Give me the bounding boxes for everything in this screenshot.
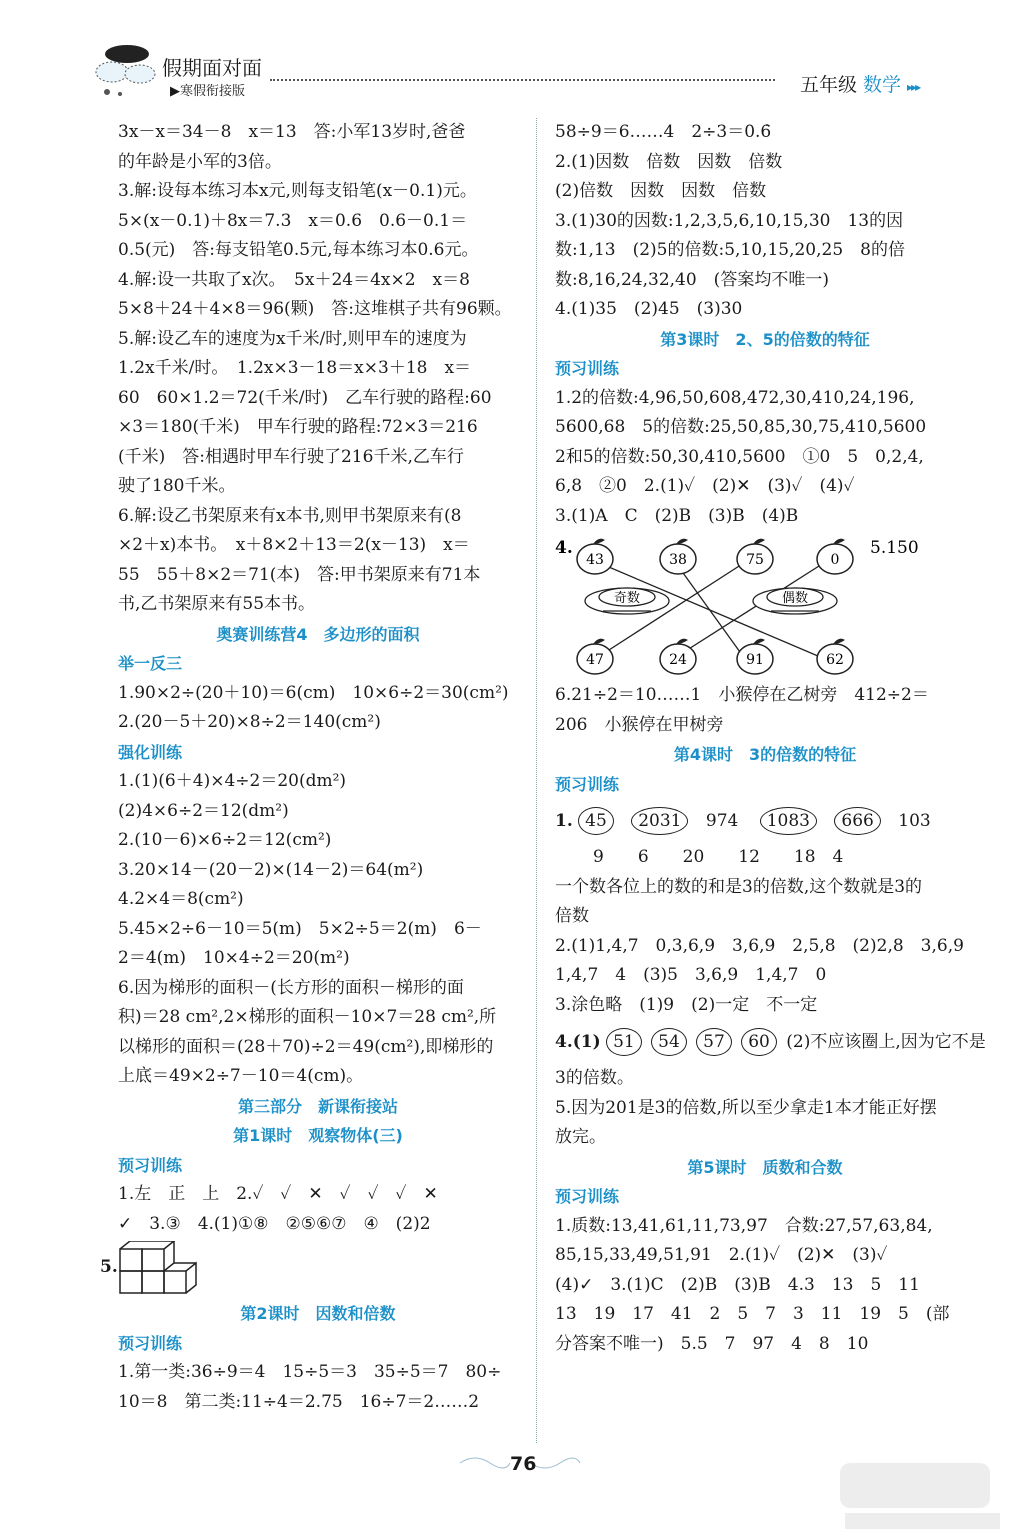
grade-label: 五年级 [800,74,858,96]
q4-label: 4. [555,538,573,558]
text-line: 一个数各位上的数的和是3的倍数,这个数就是3的 [555,876,923,897]
apple-bottom-0 [577,639,613,674]
text-line: 倍数 [555,906,589,926]
text-line: 1.第一类:36÷9＝4 15÷5＝3 35÷5＝7 80÷ [118,1362,502,1382]
text-line: 的年龄是小军的3倍。 [118,151,282,172]
circled-number: 666 [834,807,880,835]
text-line: 2和5的倍数:50,30,410,5600 ①0 5 0,2,4, [555,446,924,467]
text-line: 2.(1)因数 倍数 因数 倍数 [555,151,783,172]
circled-number: 60 [741,1028,777,1056]
section-title: 第1课时 观察物体(三) [233,1126,403,1145]
text-line: (4)✓ 3.(1)C (2)B (3)B 4.3 13 5 11 [555,1274,920,1295]
apple-number: 0 [830,552,840,568]
text-line: 3的倍数。 [555,1068,634,1088]
subsection-title: 强化训练 [118,742,183,762]
q1-label: 1. [555,811,573,831]
text-line: 数:1,13 (2)5的倍数:5,10,15,20,25 8的倍 [555,240,905,260]
text-line: 上底＝49×2÷7－10＝4(cm)。 [118,1066,364,1086]
apple-number: 47 [586,652,604,668]
apple-number: 62 [826,652,844,668]
apple-number: 43 [586,552,604,568]
header-divider [270,79,775,81]
text-line: 3.解:设每本练习本x元,则每支铅笔(x－0.1)元。 [118,181,477,201]
right-column [555,118,986,1359]
text-line: 2＝4(m) 10×4÷2＝20(m²) [118,948,350,968]
circled-number: 1083 [760,807,817,835]
circled-number: 54 [651,1028,687,1056]
text-line: 2.(10－6)×6÷2＝12(cm²) [118,830,332,850]
text-line: 6.21÷2＝10……1 小猴停在乙树旁 412÷2＝ [555,685,929,705]
apple-bottom-3 [817,639,853,674]
plain-number: 974 [705,811,739,831]
text-line: 3.涂色略 (1)9 (2)一定 不一定 [555,994,818,1015]
subsection-title: 预习训练 [118,1155,183,1175]
text-line: 4.解:设一共取了x次。 5x＋24＝4x×2 x＝8 [118,269,470,290]
section-title: 奥赛训练营4 多边形的面积 [216,624,420,644]
text-line: 1.左 正 上 2.✓ ✓ ✕ ✓ ✓ ✓ ✕ [118,1184,438,1204]
text-line: 13 19 17 41 2 5 7 3 11 19 5 (部 [555,1304,950,1324]
text-line: 1.质数:13,41,61,11,73,97 合数:27,57,63,84, [555,1215,933,1236]
text-line: 1.2的倍数:4,96,50,608,472,30,410,24,196, [555,387,915,408]
text-line: 3.(1)A C (2)B (3)B (4)B [555,505,799,526]
arrows-icon: ▸▸▸ [907,80,920,94]
watermark-logo-icon [835,1458,1005,1533]
text-line: (2)倍数 因数 因数 倍数 [555,181,767,201]
text-line: 3.20×14－(20－2)×(14－2)＝64(m²) [118,859,424,880]
text-line: 5.因为201是3的倍数,所以至少拿走1本才能正好摆 [555,1097,937,1118]
text-line: 9 6 20 12 18 4 [593,847,844,867]
text-line: 10＝8 第二类:11÷4＝2.75 16÷7＝2……2 [118,1391,480,1412]
text-line: 分答案不唯一) 5.5 7 97 4 8 10 [555,1333,869,1354]
page-number: 76 [510,1453,537,1475]
page-header [0,0,1015,110]
plain-number: 103 [898,811,931,831]
text-line: (2)4×6÷2＝12(dm²) [118,800,289,821]
text-line: 4.2×4＝8(cm²) [118,889,244,909]
text-line: 5600,68 5的倍数:25,50,85,30,75,410,5600 [555,417,927,437]
apple-sorting-figure [555,531,975,681]
circled-number: 45 [578,807,614,835]
text-line: 206 小猴停在甲树旁 [555,714,724,735]
cubes-icon [118,1241,198,1297]
text-line: 以梯形的面积＝(28＋70)÷2＝49(cm²),即梯形的 [118,1036,494,1057]
q4-label: 4.(1) [555,1032,601,1052]
text-line: 5. [100,1257,118,1277]
apple-top-2 [737,539,773,574]
text-line: 60 60×1.2＝72(千米/时) 乙车行驶的路程:60 [118,387,492,408]
text-line: 3x－x＝34－8 x＝13 答:小军13岁时,爸爸 [118,122,466,142]
logo-cloud-icon [92,42,162,102]
section-title: 第4课时 3的倍数的特征 [673,745,857,764]
text-line: 5×(x－0.1)＋8x＝7.3 x＝0.6 0.6－0.1＝ [118,210,468,231]
text-line: 1.2x千米/时。 1.2x×3－18＝x×3＋18 x＝ [118,358,472,378]
subsection-title: 预习训练 [555,774,620,794]
subsection-title: 预习训练 [555,1187,620,1206]
text-line: 55 55＋8×2＝71(本) 答:甲书架原来有71本 [118,564,481,585]
text-line: ×3＝180(千米) 甲车行驶的路程:72×3＝216 [118,417,478,437]
left-column [100,118,518,1417]
text-line: 1.90×2÷(20＋10)＝6(cm) 10×6÷2＝30(cm²) [118,682,509,703]
apple-number: 24 [669,652,687,668]
apple-top-0 [577,539,613,574]
text-line: 2.(1)1,4,7 0,3,6,9 3,6,9 2,5,8 (2)2,8 3,6,9 [555,935,964,956]
page-footer [0,1440,1015,1536]
even-plate-label: 偶数 [781,591,809,606]
text-line: 6,8 ②0 2.(1)✓ (2)✕ (3)✓ (4)✓ [555,476,855,496]
circled-number: 51 [606,1028,642,1056]
text-line: 数:8,16,24,32,40 (答案均不唯一) [555,269,829,290]
text-line: 积)＝28 cm²,2×梯形的面积－10×7＝28 cm²,所 [118,1007,497,1027]
text-line: ✓ 3.③ 4.(1)①⑧ ②⑤⑥⑦ ④ (2)2 [118,1213,431,1234]
text-line: 5×8＋24＋4×8＝96(颗) 答:这堆棋子共有96颗。 [118,299,512,319]
text-line: 0.5(元) 答:每支铅笔0.5元,每本练习本0.6元。 [118,240,479,260]
text-line: 58÷9＝6……4 2÷3＝0.6̇ [555,122,772,142]
apple-top-3 [817,539,853,574]
circled-number-row [555,1020,986,1064]
circled-number: 57 [696,1028,732,1056]
text-line: 书,乙书架原来有55本书。 [118,594,316,614]
column-divider [536,118,537,1443]
subsection-title: 举一反三 [118,654,183,673]
apple-bottom-2 [737,639,773,674]
section-title: 第2课时 因数和倍数 [240,1304,396,1323]
text-line: 驶了180千米。 [118,476,236,496]
text-line: 3.(1)30的因数:1,2,3,5,6,10,15,30 13的因 [555,210,904,231]
section-title: 第5课时 质数和合数 [687,1157,843,1177]
text-line: 放完。 [555,1127,606,1147]
text-line: (2)不应该圈上,因为它不是 [786,1032,986,1052]
subsection-title: 预习训练 [118,1333,183,1353]
apple-diagram [555,531,965,681]
circled-number: 2031 [631,807,688,835]
text-line: 6.解:设乙书架原来有x本书,则甲书架原来有(8 [118,505,462,526]
text-line: 85,15,33,49,51,91 2.(1)✓ (2)✕ (3)✓ [555,1245,888,1265]
text-line: 1,4,7 4 (3)5 3,6,9 1,4,7 0 [555,965,827,985]
apple-number: 38 [669,552,687,568]
text-line: 5.45×2÷6－10＝5(m) 5×2÷5＝2(m) 6－ [118,918,482,939]
subject-label: 数学 [863,74,902,96]
brand-subtitle: ▶寒假衔接版 [170,84,245,99]
apple-bottom-1 [660,639,696,674]
apple-number: 91 [746,652,764,668]
section-title: 第三部分 新课衔接站 [237,1096,398,1116]
brand-title: 假期面对面 [162,56,262,80]
grade-subject [800,70,919,97]
text-line: 1.(1)(6＋4)×4÷2＝20(dm²) [118,771,347,791]
q5-answer: 5.150 [870,538,919,558]
apple-top-1 [660,539,696,574]
circled-number-row [555,799,975,843]
text-line: (千米) 答:相遇时甲车行驶了216千米,乙车行 [118,446,464,467]
text-line: 2.(20－5＋20)×8÷2＝140(cm²) [118,712,381,732]
text-line: 6.因为梯形的面积－(长方形的面积－梯形的面 [118,977,464,998]
text-line: ×2＋x)本书。 x＋8×2＋13＝2(x－13) x＝ [118,535,470,555]
subsection-title: 预习训练 [555,359,620,378]
text-line: 4.(1)35 (2)45 (3)30 [555,299,743,319]
text-line: 5.解:设乙车的速度为x千米/时,则甲车的速度为 [118,328,467,349]
apple-number: 75 [746,552,764,568]
odd-plate-label: 奇数 [613,591,641,606]
cube-figure [100,1239,518,1299]
section-title: 第3课时 2、5的倍数的特征 [660,329,870,349]
